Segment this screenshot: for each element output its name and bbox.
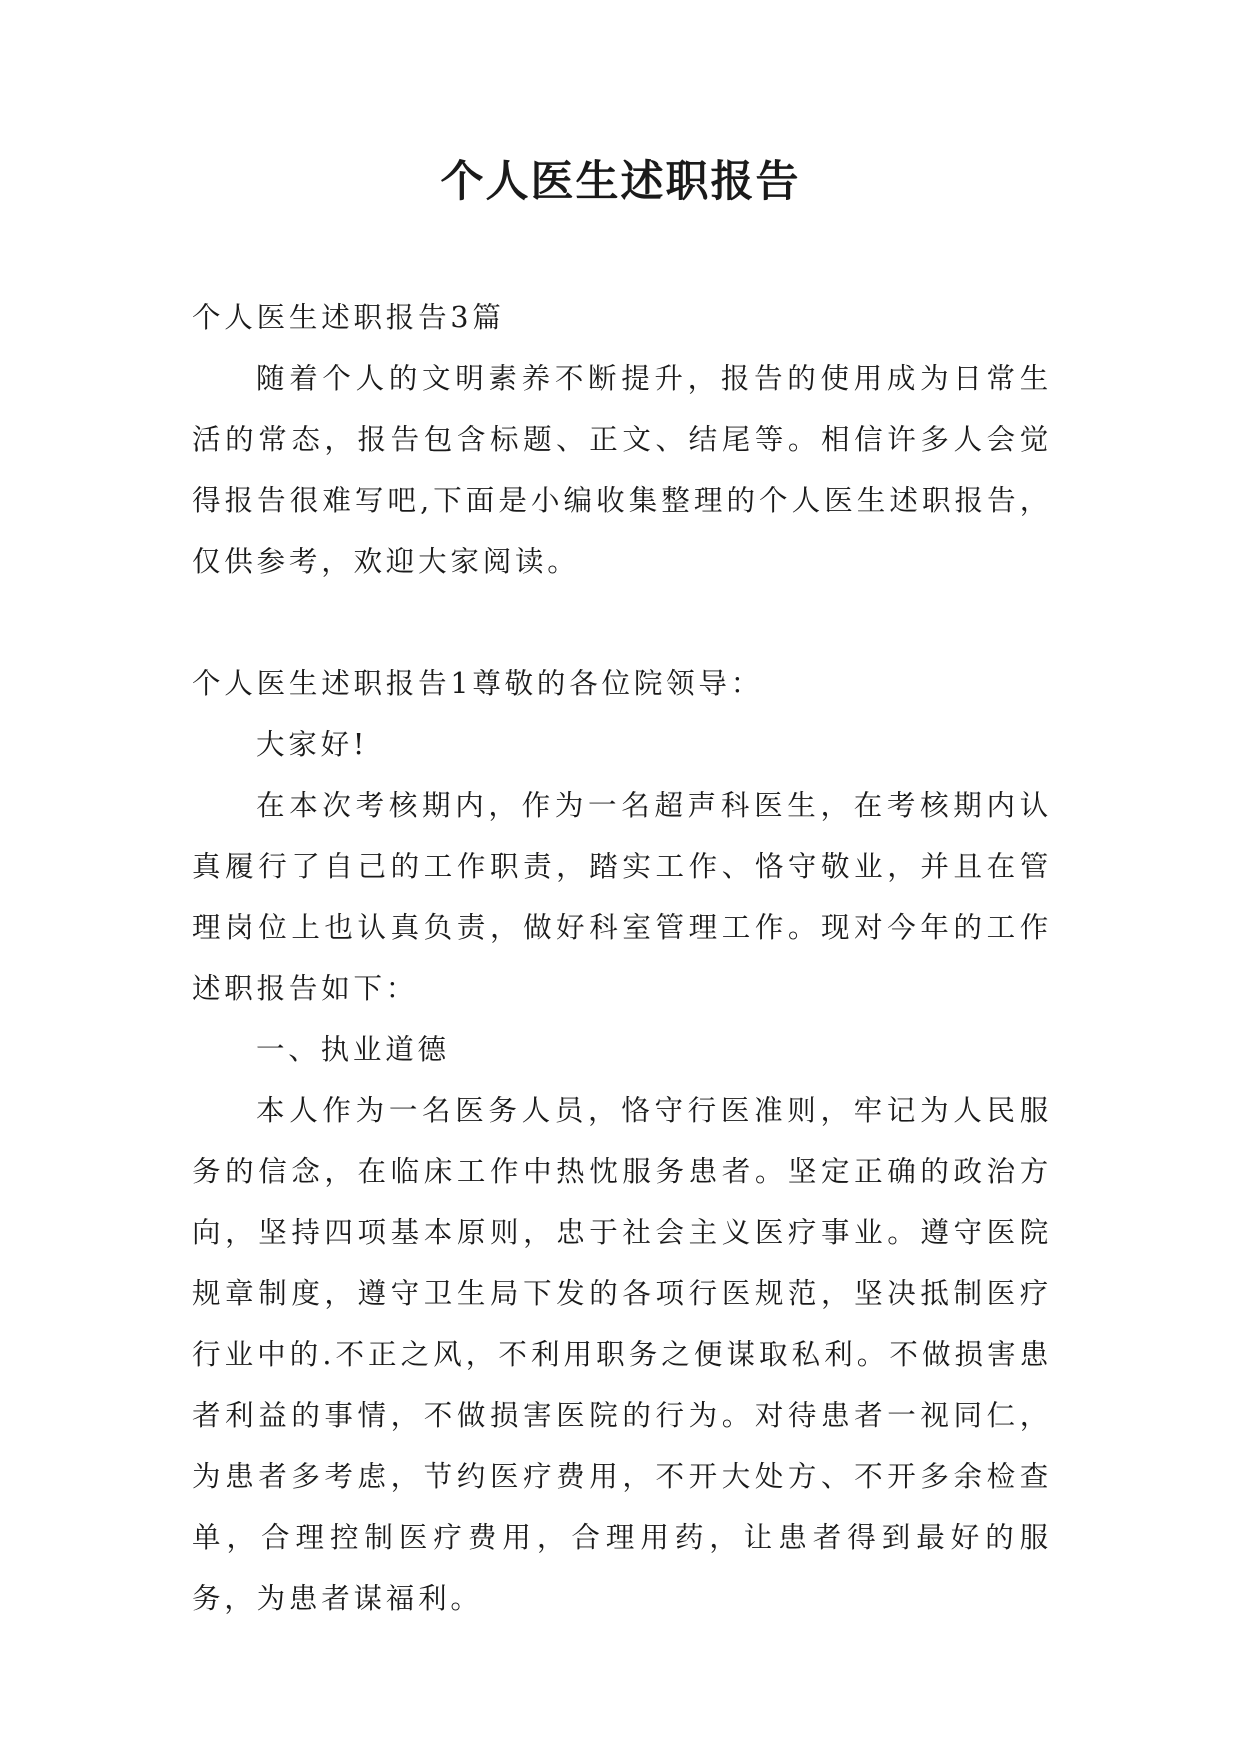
body-paragraph: 本人作为一名医务人员，恪守行医准则，牢记为人民服务的信念，在临床工作中热忱服务患者。坚定正确的政治方向，坚持四项基本原则，忠于社会主义医疗事业。遵守医院规章制度，遵守卫生局下发的各项行医规范，坚决抵制医疗行业中的.不正之风，不利用职务之便谋取私利。不做损害患者利益的事情，不做损害医院的行为。对待患者一视同仁，为患者多考虑，节约医疗费用，不开大处方、不开多余检查单，合理控制医疗费用，合理用药，让患者得到最好的服务，为患者谋福利。	[192, 1094, 1052, 1615]
greeting-paragraph: 大家好!	[256, 728, 369, 761]
section-heading: 一、执业道德	[256, 1033, 450, 1066]
document-title: 个人医生述职报告	[440, 157, 801, 207]
document-body	[192, 287, 1052, 1629]
intro-paragraph: 随着个人的文明素养不断提升，报告的使用成为日常生活的常态，报告包含标题、正文、结尾等。相信许多人会觉得报告很难写吧,下面是小编收集整理的个人医生述职报告，仅供参考，欢迎大家阅读。	[192, 362, 1052, 578]
report-heading-paragraph: 个人医生述职报告1尊敬的各位院领导：	[192, 667, 764, 700]
subtitle-paragraph: 个人医生述职报告3篇	[192, 301, 505, 334]
paragraph-spacer	[192, 592, 1052, 653]
body-paragraph: 在本次考核期内，作为一名超声科医生，在考核期内认真履行了自己的工作职责，踏实工作、恪守敬业，并且在管理岗位上也认真负责，做好科室管理工作。现对今年的工作述职报告如下：	[192, 789, 1052, 1005]
